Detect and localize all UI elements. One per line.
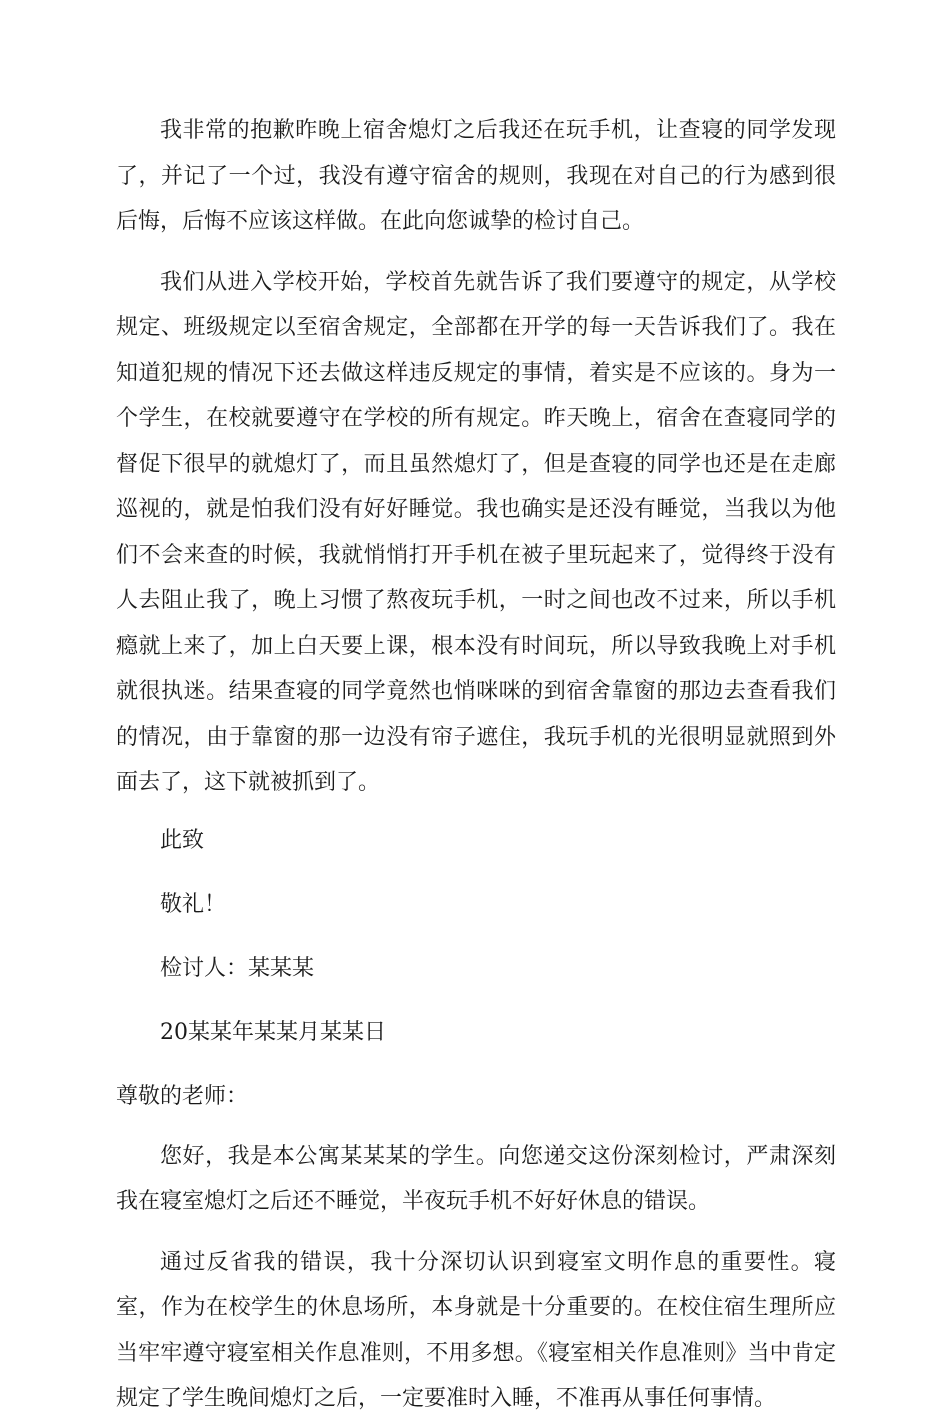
document-page (116, 108, 836, 1422)
paragraph-reflection: 通过反省我的错误，我十分深切认识到寝室文明作息的重要性。寝室，作为在校学生的休息场所，本身就是十分重要的。在校住宿生理所应当牢牢遵守寝室相关作息准则，不用多想。《寝室相关作息准则》当中肯定规定了学生晚间熄灯之后，一定要准时入睡，不准再从事任何事情。 (116, 1249, 836, 1411)
regards-text: 敬礼！ (160, 891, 227, 917)
date-line: 20某某年某某月某某日 (160, 1019, 386, 1045)
paragraph-incident-account: 我们从进入学校开始，学校首先就告诉了我们要遵守的规定，从学校规定、班级规定以至宿舍规定，全部都在开学的每一天告诉我们了。我在知道犯规的情况下还去做这样违反规定的事情，着实是不应该的。身为一个学生，在校就要遵守在学校的所有规定。昨天晚上，宿舍在查寝同学的督促下很早的就熄灯了，而且虽然熄灯了，但是查寝的同学也还是在走廊巡视的，就是怕我们没有好好睡觉。我也确实是还没有睡觉，当我以为他们不会来查的时候，我就悄悄打开手机在被子里玩起来了，觉得终于没有人去阻止我了，晚上习惯了熬夜玩手机，一时之间也改不过来，所以手机瘾就上来了，加上白天要上课，根本没有时间玩，所以导致我晚上对手机就很执迷。结果查寝的同学竟然也悄咪咪的到宿舍靠窗的那边去查看我们的情况，由于靠窗的那一边没有帘子遮住，我玩手机的光很明显就照到外面去了，这下就被抓到了。 (116, 269, 836, 795)
paragraph-greeting: 您好，我是本公寓某某某的学生。向您递交这份深刻检讨，严肃深刻我在寝室熄灯之后还不睡觉，半夜玩手机不好好休息的错误。 (116, 1143, 836, 1214)
paragraph-apology: 我非常的抱歉昨晚上宿舍熄灯之后我还在玩手机，让查寝的同学发现了，并记了一个过，我没有遵守宿舍的规则，我现在对自己的行为感到很后悔，后悔不应该这样做。在此向您诚挚的检讨自己。 (116, 118, 836, 234)
signature-line: 检讨人：某某某 (160, 955, 315, 981)
closing-text: 此致 (160, 827, 205, 853)
salutation: 尊敬的老师： (116, 1083, 249, 1109)
